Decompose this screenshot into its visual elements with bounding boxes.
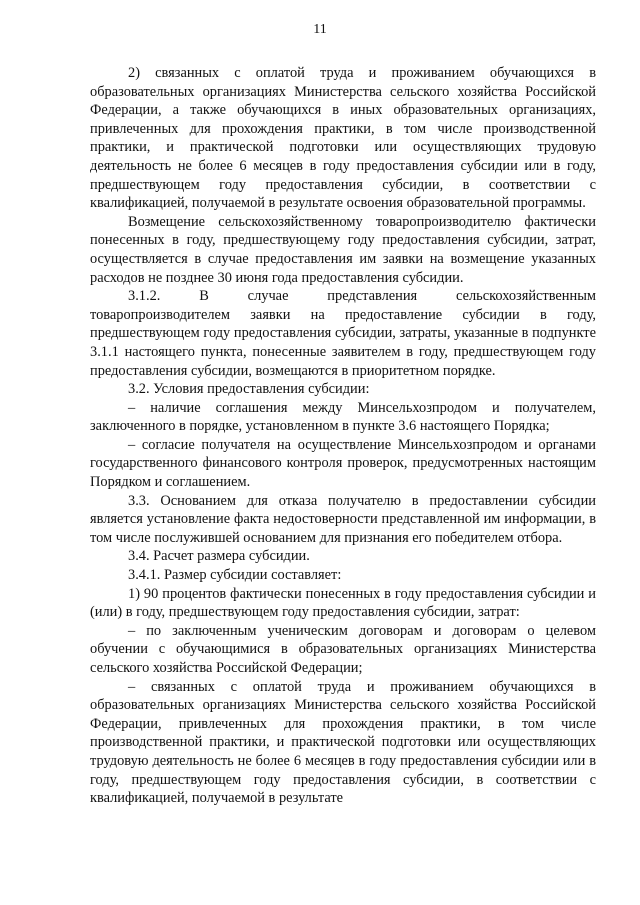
- paragraph: 3.1.2. В случае представления сельскохозяйственным товаропроизводителем заявки на предоставление субсидии в году, предшествующем году предоставления субсидии, затраты, указанные в подпункте 3.1.1 настоящего пункта, понесенные заявителем в году, предшествующем году предоставления субсидии, возмещаются в приоритетном порядке.: [90, 288, 596, 379]
- list-item: – по заключенным ученическим договорам и договорам о целевом обучении с обучающимися в образовательных организациях Министерства сельского хозяйства Российской Федерации;: [90, 622, 596, 676]
- paragraph: Возмещение сельскохозяйственному товаропроизводителю фактически понесенных в году, предшествующему году предоставления субсидии, затрат, осуществляется в случае предоставления им заявки на возмещение указанных расходов не позднее 30 июня года предоставления субсидии.: [90, 213, 596, 286]
- paragraph: 2) связанных с оплатой труда и проживанием обучающихся в образовательных организациях Министерства сельского хозяйства Российской Федерации, а также обучающихся в иных образовательных организациях, привлеченных для прохождения практики, в том числе производственной практики, и практической подготовки или осуществляющих трудовую деятельность не более 6 месяцев в году предоставления субсидии или в году, предшествующем году предоставления субсидии, в соответствии с квалификацией, получаемой в результате освоения образовательной программы.: [90, 65, 596, 212]
- paragraph: 3.3. Основанием для отказа получателю в предоставлении субсидии является установление факта недостоверности представленной им информации, в том числе послужившей основанием для признания его победителем отбора.: [90, 492, 596, 546]
- paragraph: 3.2. Условия предоставления субсидии:: [128, 381, 370, 398]
- document-body: [90, 64, 596, 808]
- list-item: – наличие соглашения между Минсельхозпродом и получателем, заключенного в порядке, установленном в пункте 3.6 настоящего Порядка;: [90, 399, 596, 435]
- paragraph: 3.4. Расчет размера субсидии.: [128, 548, 310, 565]
- paragraph: 1) 90 процентов фактически понесенных в году предоставления субсидии и (или) в году, предшествующем году предоставления субсидии, затрат:: [90, 585, 596, 621]
- list-item: – согласие получателя на осуществление Минсельхозпродом и органами государственного финансового контроля проверок, предусмотренных настоящим Порядком и соглашением.: [90, 436, 596, 491]
- list-item: – связанных с оплатой труда и проживанием обучающихся в образовательных организациях Министерства сельского хозяйства Российской Федерации, привлеченных для прохождения практики, в том числе производственной практики, и практической подготовки или осуществляющих трудовую деятельность не более 6 месяцев в году предоставления субсидии или в году, предшествующем году предоставления субсидии, в соответствии с квалификацией, получаемой в результате: [90, 678, 596, 807]
- page-number: 11: [313, 22, 327, 37]
- paragraph: 3.4.1. Размер субсидии составляет:: [128, 567, 342, 584]
